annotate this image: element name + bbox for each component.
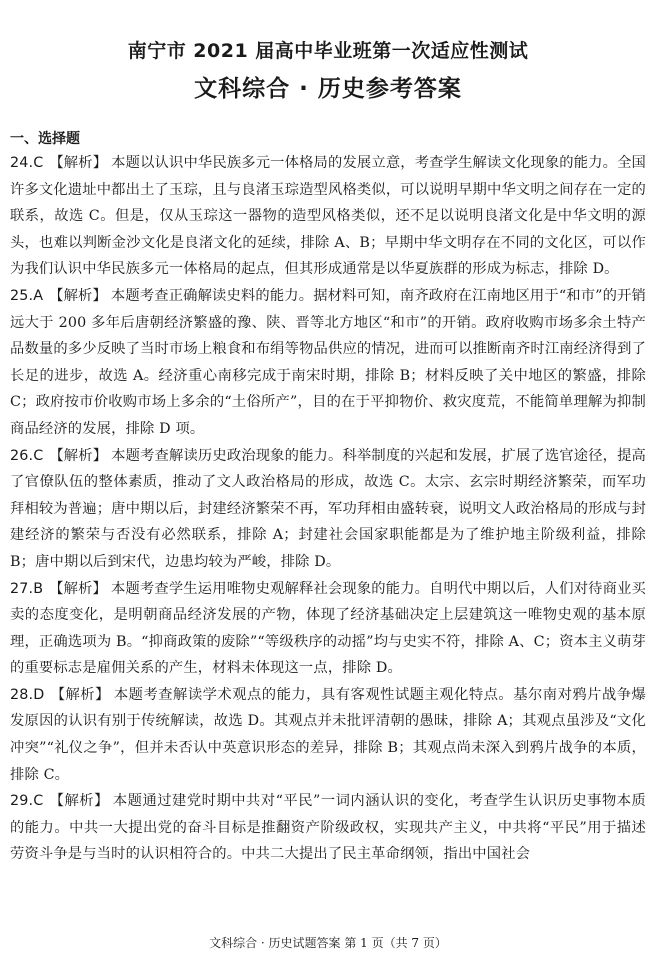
question-number: 24. xyxy=(10,155,34,171)
analysis-tag: 【解析】 xyxy=(50,686,110,703)
questions-body xyxy=(10,150,646,868)
document-title: 南宁市 2021 届高中毕业班第一次适应性测试 xyxy=(127,40,529,62)
question-answer: A xyxy=(33,287,44,304)
analysis-tag: 【解析】 xyxy=(49,580,108,597)
question-number: 25. xyxy=(10,287,34,304)
analysis-text: 本题考查解读历史政治现象的能力。科举制度的兴起和发展，扩展了选官途径，提高了官僚队伍的整体素质，推动了文人政治格局的形成，故选 C。太宗、玄宗时期经济繁荣，而军功拜相较为普遍；唐中期以后，封建经济繁荣不再，军功拜相由盛转衰，说明文人政治格局的形成与封建经济的繁荣与否没有必然联系，排除 A；封建社会国家职能都是为了维护地主阶级利益，排除 B；唐中期以后到宋代，边患均较为严峻，排除 D。 xyxy=(10,447,647,570)
analysis-text: 本题以认识中华民族多元一体格局的发展立意，考查学生解读文化现象的能力。全国许多文化遗址中都出土了玉琮，且与良渚玉琮造型风格类似，可以说明早期中华文明之间存在一定的联系，故选 C。但是，仅从玉琮这一器物的造型风格类似，还不足以说明良渚文化是中华文明的源头，也难以判断金沙文化是良渚文化的延续，排除 A、B；早期中华文明存在不同的文化区，可以作为我们认识中华民族多元一体格局的起点，但其形成通常是以华夏族群的形成为标志，排除 D。 xyxy=(10,155,647,278)
question-number: 26. xyxy=(10,447,34,464)
question-answer: B xyxy=(33,580,44,597)
question-number: 28. xyxy=(10,686,34,703)
section-heading: 一、选择题 xyxy=(10,131,80,147)
analysis-tag: 【解析】 xyxy=(49,447,108,464)
question-27 xyxy=(10,576,646,682)
analysis-text: 本题通过建党时期中共对“平民”一词内涵认识的变化，考查学生认识历史事物本质的能力。中共一大提出党的奋斗目标是推翻资产阶级政权，实现共产主义，中共将“平民”用于描述劳资斗争是与当时的认识相符合的。中共二大提出了民主革命纲领，指出中国社会 xyxy=(10,793,646,863)
question-29 xyxy=(10,788,646,868)
question-28 xyxy=(10,682,646,788)
question-answer: C xyxy=(33,447,44,464)
question-answer: C xyxy=(33,793,44,810)
analysis-text: 本题考查解读学术观点的能力，具有客观性试题主观化特点。基尔南对鸦片战争爆发原因的认识有别于传统解读，故选 D。其观点并未批评清朝的愚昧，排除 A；其观点虽涉及“文化冲突”“礼仪之争”，但并未否认中英意识形态的差异，排除 B；其观点尚未深入到鸦片战争的本质，排除 C。 xyxy=(10,686,646,783)
question-answer: C xyxy=(33,155,44,171)
question-24 xyxy=(10,150,646,283)
analysis-text: 本题考查正确解读史料的能力。据材料可知，南齐政府在江南地区用于“和市”的开销远大于 200 多年后唐朝经济繁盛的豫、陕、晋等北方地区“和市”的开销。政府收购市场多余土特产品数量的多少反映了当时市场上粮食和布绢等物品供应的情况，进而可以推断南齐时江南经济得到了长足的进步，故选 A。经济重心南移完成于南宋时期，排除 B；材料反映了关中地区的繁盛，排除 C；政府按市价收购市场上多余的“土俗所产”，目的在于平抑物价、救灾度荒，不能简单理解为抑制商品经济的发展，排除 D 项。 xyxy=(10,287,646,437)
question-25 xyxy=(10,283,646,443)
analysis-text: 本题考查学生运用唯物史观解释社会现象的能力。自明代中期以后，人们对待商业买卖的态度变化，是明朝商品经济发展的产物，体现了经济基础决定上层建筑这一唯物史观的基本原理，正确选项为 B。“抑商政策的废除”“等级秩序的动摇”均与史实不符，排除 A、C；资本主义萌芽的重要标志是雇佣关系的产生，材料未体现这一点，排除 D。 xyxy=(10,580,646,677)
question-number: 27. xyxy=(10,580,34,597)
analysis-tag: 【解析】 xyxy=(49,155,108,171)
analysis-tag: 【解析】 xyxy=(49,287,107,304)
page-footer: 文科综合 · 历史试题答案 第 1 页（共 7 页） xyxy=(209,936,447,950)
document-subtitle: 文科综合 · 历史参考答案 xyxy=(194,76,462,102)
question-number: 29. xyxy=(10,793,34,810)
analysis-tag: 【解析】 xyxy=(49,793,109,810)
question-answer: D xyxy=(33,686,45,703)
question-26 xyxy=(10,443,646,576)
